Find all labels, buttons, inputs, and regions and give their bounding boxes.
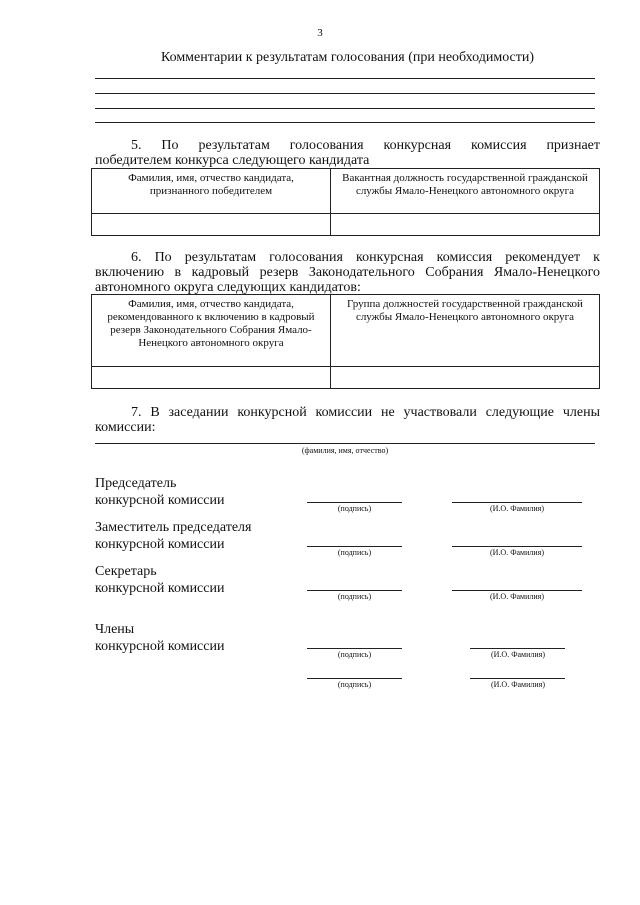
- section5-line2: победителем конкурса следующего кандидата: [95, 153, 370, 168]
- deputy-label-1: Заместитель председателя: [95, 520, 252, 535]
- section6-line2: включению в кадровый резерв Законодательного Собрания Ямало-Ненецкого: [95, 265, 600, 280]
- secretary-name-line[interactable]: [452, 590, 582, 591]
- comment-line-3[interactable]: [95, 108, 595, 109]
- reserve-name-cell[interactable]: [92, 367, 331, 389]
- member2-signature-caption: (подпись): [337, 680, 372, 689]
- member2-name-line[interactable]: [470, 678, 565, 679]
- comments-title: Комментарии к результатам голосования (при необходимости): [160, 50, 535, 65]
- secretary-signature-caption: (подпись): [337, 592, 372, 601]
- page-number: 3: [317, 27, 323, 39]
- deputy-name-caption: (И.О. Фамилия): [489, 548, 545, 557]
- reserve-group-cell[interactable]: [331, 367, 600, 389]
- chairman-name-caption: (И.О. Фамилия): [489, 504, 545, 513]
- winner-position-cell[interactable]: [331, 214, 600, 236]
- reserve-table: [91, 294, 600, 389]
- deputy-signature-caption: (подпись): [337, 548, 372, 557]
- chairman-label-2: конкурсной комиссии: [95, 493, 225, 508]
- reserve-name-header: Фамилия, имя, отчество кандидата, рекомендованного к включению в кадровый резерв Законодательного Собрания Ямало-Ненецкого автономного округа: [92, 295, 331, 367]
- comment-line-1[interactable]: [95, 78, 595, 79]
- section6-line1: 6. По результатам голосования конкурсная комиссия рекомендует к: [131, 250, 600, 265]
- secretary-label-1: Секретарь: [95, 564, 157, 579]
- deputy-signature-line[interactable]: [307, 546, 402, 547]
- deputy-name-line[interactable]: [452, 546, 582, 547]
- chairman-label-1: Председатель: [95, 476, 177, 491]
- member1-signature-caption: (подпись): [337, 650, 372, 659]
- comment-line-4[interactable]: [95, 122, 595, 123]
- member1-name-caption: (И.О. Фамилия): [490, 650, 546, 659]
- members-label-2: конкурсной комиссии: [95, 639, 225, 654]
- winner-name-cell[interactable]: [92, 214, 331, 236]
- secretary-label-2: конкурсной комиссии: [95, 581, 225, 596]
- member2-name-caption: (И.О. Фамилия): [490, 680, 546, 689]
- chairman-name-line[interactable]: [452, 502, 582, 503]
- winner-position-header: Вакантная должность государственной гражданской службы Ямало-Ненецкого автономного округа: [331, 169, 600, 214]
- member2-signature-line[interactable]: [307, 678, 402, 679]
- chairman-signature-caption: (подпись): [337, 504, 372, 513]
- reserve-group-header: Группа должностей государственной гражданской службы Ямало-Ненецкого автономного округа: [331, 295, 600, 367]
- absent-members-caption: (фамилия, имя, отчество): [301, 446, 389, 455]
- absent-members-line[interactable]: [95, 443, 595, 444]
- winner-name-header: Фамилия, имя, отчество кандидата, признанного победителем: [92, 169, 331, 214]
- members-label-1: Члены: [95, 622, 135, 637]
- secretary-signature-line[interactable]: [307, 590, 402, 591]
- member1-signature-line[interactable]: [307, 648, 402, 649]
- deputy-label-2: конкурсной комиссии: [95, 537, 225, 552]
- winner-table: [91, 168, 600, 236]
- section5-line1: 5. По результатам голосования конкурсная комиссия признает: [131, 138, 600, 153]
- chairman-signature-line[interactable]: [307, 502, 402, 503]
- section6-line3: автономного округа следующих кандидатов:: [95, 280, 361, 295]
- comment-line-2[interactable]: [95, 93, 595, 94]
- secretary-name-caption: (И.О. Фамилия): [489, 592, 545, 601]
- member1-name-line[interactable]: [470, 648, 565, 649]
- section7-line1: 7. В заседании конкурсной комиссии не участвовали следующие члены: [131, 405, 600, 420]
- section7-line2: комиссии:: [95, 420, 156, 435]
